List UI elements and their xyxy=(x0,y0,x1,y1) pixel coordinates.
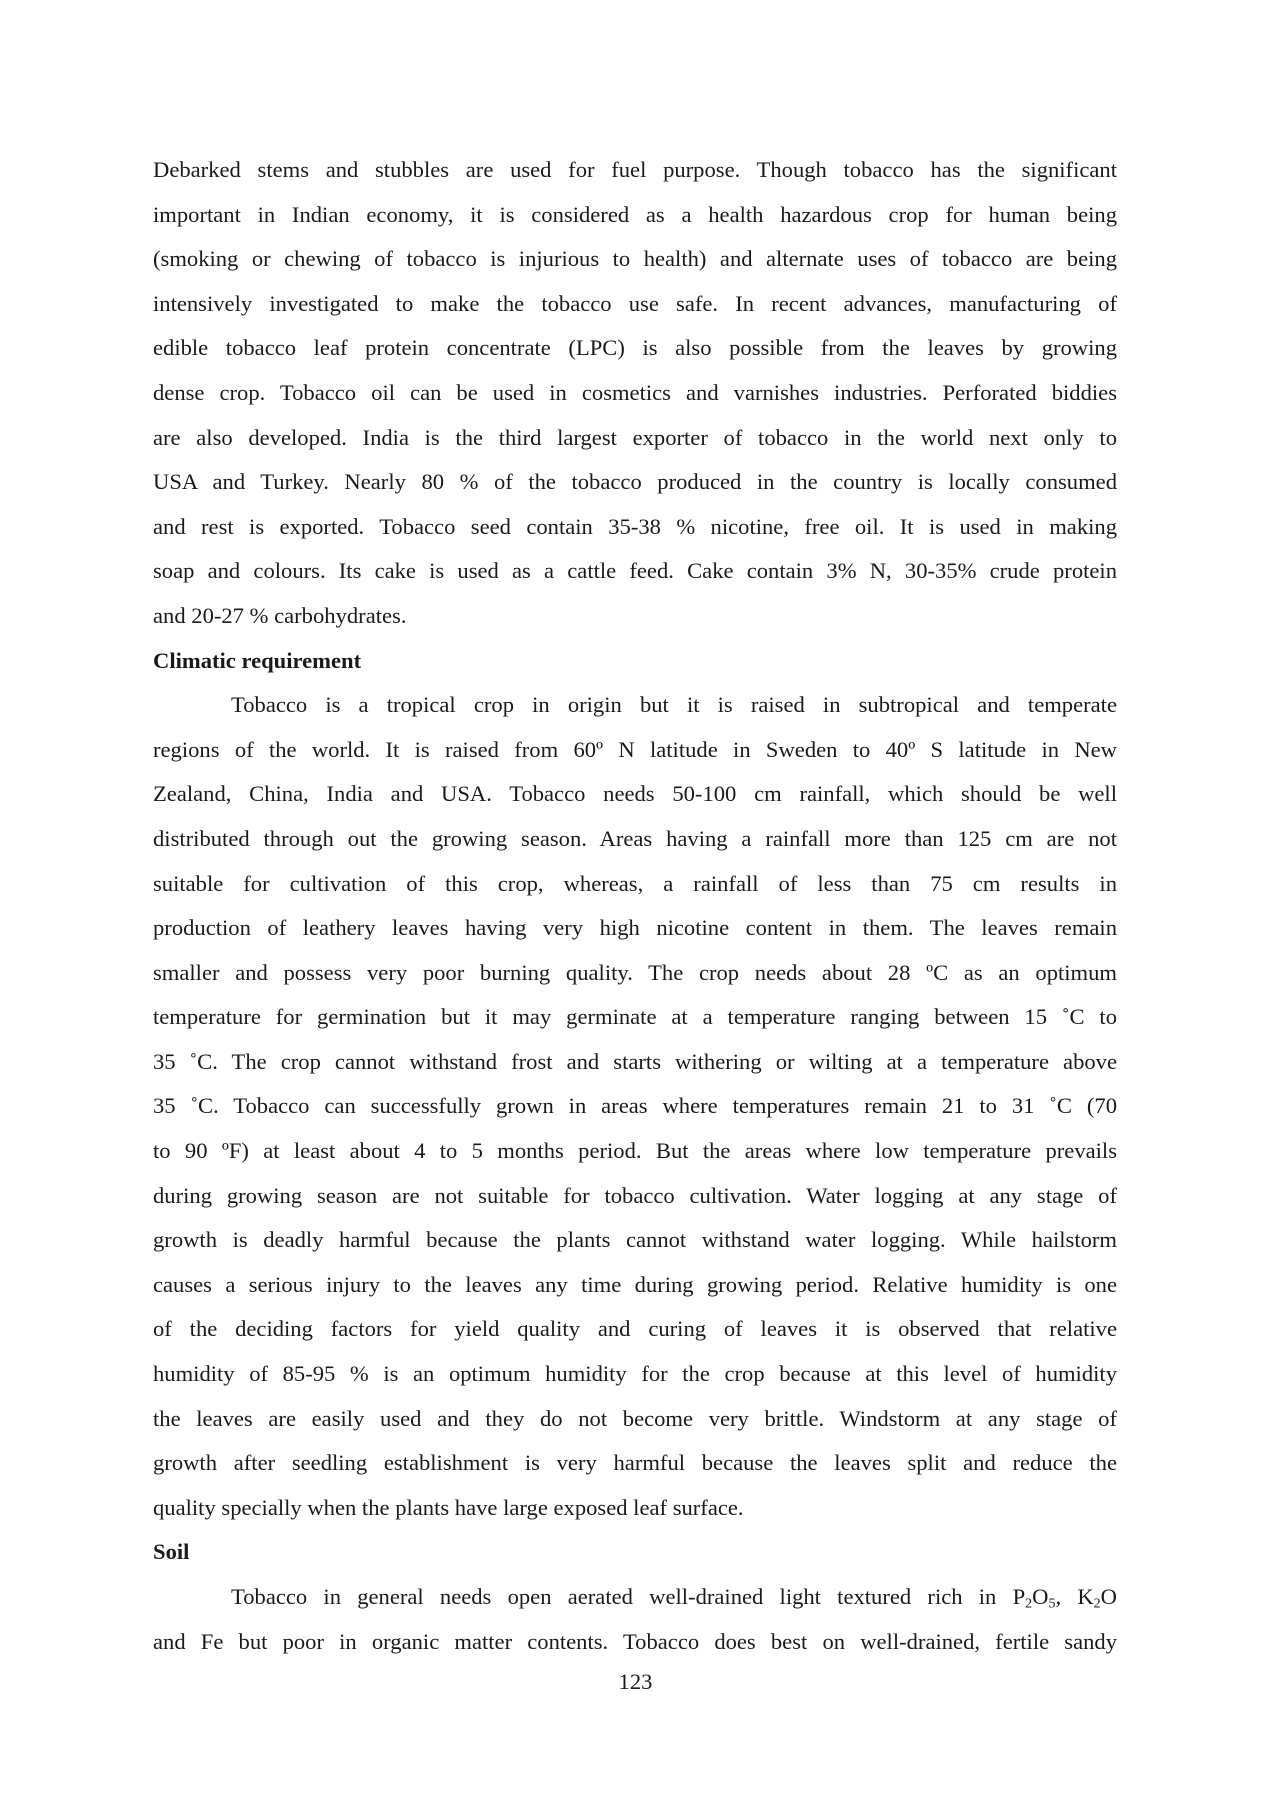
subscript: 2 xyxy=(1025,1596,1033,1612)
section-heading-climatic-requirement: Climatic requirement xyxy=(153,647,362,673)
text-line: humidity of 85-95 % is an optimum humidity for the crop because at this level of humidity xyxy=(153,1361,1117,1387)
page-number: 123 xyxy=(618,1669,653,1694)
subscript: 5 xyxy=(1048,1596,1056,1612)
text-line: during growing season are not suitable for tobacco cultivation. Water logging at any stage of xyxy=(153,1182,1117,1208)
section-heading-soil: Soil xyxy=(153,1539,190,1565)
text-line: are also developed. India is the third largest exporter of tobacco in the world next only to xyxy=(153,424,1117,450)
text-line: Debarked stems and stubbles are used for fuel purpose. Though tobacco has the significant xyxy=(153,157,1117,182)
text-line: quality specially when the plants have large exposed leaf surface. xyxy=(153,1494,744,1520)
subscript: 2 xyxy=(1093,1596,1101,1612)
text-line: smaller and possess very poor burning quality. The crop needs about 28 ºC as an optimum xyxy=(153,959,1117,985)
text-line: growth after seedling establishment is very harmful because the leaves split and reduce the xyxy=(153,1450,1117,1476)
text-line: distributed through out the growing season. Areas having a rainfall more than 125 cm are not xyxy=(153,825,1117,851)
text-line: (smoking or chewing of tobacco is injurious to health) and alternate uses of tobacco are being xyxy=(153,246,1117,272)
text-line: USA and Turkey. Nearly 80 % of the tobacco produced in the country is locally consumed xyxy=(153,469,1117,495)
text-line-with-formulas xyxy=(153,1575,1117,1620)
text-line: the leaves are easily used and they do not become very brittle. Windstorm at any stage of xyxy=(153,1405,1117,1431)
text-line: Zealand, China, India and USA. Tobacco needs 50-100 cm rainfall, which should be well xyxy=(153,781,1117,807)
text-line: and Fe but poor in organic matter contents. Tobacco does best on well-drained, fertile sandy xyxy=(153,1628,1117,1654)
text-line: edible tobacco leaf protein concentrate (LPC) is also possible from the leaves by growing xyxy=(153,335,1117,361)
text-line: of the deciding factors for yield quality and curing of leaves it is observed that relative xyxy=(153,1316,1117,1342)
text-line: important in Indian economy, it is considered as a health hazardous crop for human being xyxy=(153,201,1117,227)
text-line: to 90 ºF) at least about 4 to 5 months period. But the areas where low temperature prevails xyxy=(153,1138,1117,1164)
text-line: suitable for cultivation of this crop, whereas, a rainfall of less than 75 cm results in xyxy=(153,870,1117,896)
document-page xyxy=(153,148,1117,1664)
text-line: 35 ˚C. Tobacco can successfully grown in areas where temperatures remain 21 to 31 ˚C (70 xyxy=(153,1093,1117,1119)
text-line: regions of the world. It is raised from 60º N latitude in Sweden to 40º S latitude in New xyxy=(153,736,1117,762)
text-line: growth is deadly harmful because the plants cannot withstand water logging. While hailstorm xyxy=(153,1227,1117,1253)
paragraph-soil xyxy=(153,1575,1117,1664)
text-line: dense crop. Tobacco oil can be used in cosmetics and varnishes industries. Perforated biddies xyxy=(153,379,1117,405)
text-line: intensively investigated to make the tobacco use safe. In recent advances, manufacturing of xyxy=(153,290,1117,316)
text-line: 35 ˚C. The crop cannot withstand frost and starts withering or wilting at a temperature above xyxy=(153,1048,1117,1074)
text-fragment: O xyxy=(1100,1584,1117,1609)
text-line: and rest is exported. Tobacco seed contain 35-38 % nicotine, free oil. It is used in making xyxy=(153,513,1117,539)
text-line: temperature for germination but it may germinate at a temperature ranging between 15 ˚C to xyxy=(153,1004,1117,1030)
text-line: and 20-27 % carbohydrates. xyxy=(153,602,407,628)
text-fragment: O xyxy=(1032,1584,1049,1609)
text-line: soap and colours. Its cake is used as a cattle feed. Cake contain 3% N, 30-35% crude protein xyxy=(153,558,1117,584)
text-line: causes a serious injury to the leaves any time during growing period. Relative humidity is one xyxy=(153,1271,1117,1297)
text-fragment: Tobacco in general needs open aerated well-drained light textured rich in P xyxy=(231,1584,1026,1609)
text-line: Tobacco is a tropical crop in origin but it is raised in subtropical and temperate xyxy=(231,692,1117,718)
paragraph-intro xyxy=(153,148,1117,639)
text-line: production of leathery leaves having very high nicotine content in them. The leaves remain xyxy=(153,915,1117,941)
text-fragment: , K xyxy=(1055,1584,1094,1609)
paragraph-climatic-requirement xyxy=(153,683,1117,1530)
